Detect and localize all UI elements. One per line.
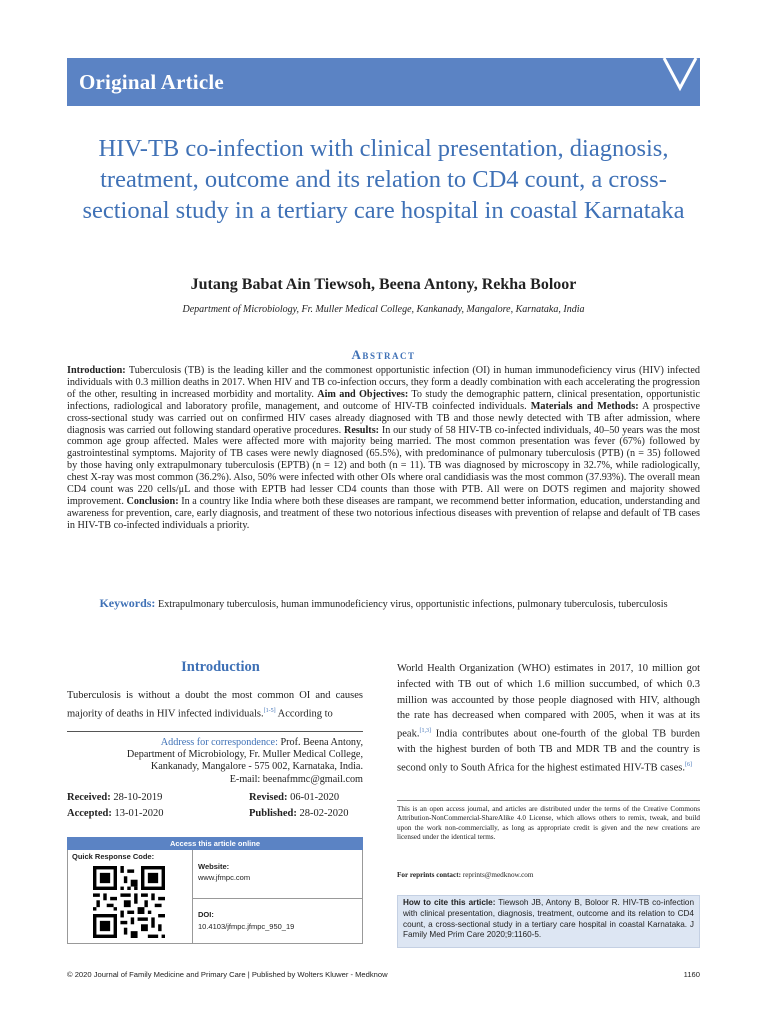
keywords-label: Keywords: [99,596,156,610]
doi-label: DOI: [198,910,214,919]
intro-left-tail: According to [275,708,333,719]
abstract-conclusion-label: Conclusion: [126,495,179,507]
abstract-conclusion-text: In a country like India where both these diseases are rampant, we recommend better information, education, understanding and awareness for prevention, care, early diagnosis, and treatment of these two notorious infectious diseases with prevention of relapse and default of TB cases in HIV-TB co-infected individuals a priority. [67,495,701,531]
abstract-methods-label: Materials and Methods: [530,400,639,412]
article-dates [67,790,363,821]
abstract-body [67,365,700,532]
correspondence-block [67,737,363,786]
introduction-right-paragraph [397,661,700,777]
article-type-banner [67,58,700,106]
received-label: Received: [67,792,111,803]
abstract-methods-text: A prospective cross-sectional study was carried out on confirmed HIV cases already diagnosed with TB and those newly detected with TB after admission, where diagnosis was carried out following standard operative procedures. [67,400,701,436]
keywords-text: Extrapulmonary tuberculosis, human immunodeficiency virus, opportunistic infections, pulmonary tuberculosis, tuberculosis [155,599,668,610]
citation-box [397,895,700,948]
intro-left-ref[interactable]: [1-5] [263,707,276,714]
accepted-date: 13-01-2020 [111,807,164,819]
access-online-box [67,850,363,944]
website-label: Website: [198,862,230,871]
qr-code-icon[interactable] [93,866,165,938]
access-online-heading: Access this article online [67,837,363,850]
revised-date: 06-01-2020 [287,792,340,803]
footer-copyright: © 2020 Journal of Family Medicine and Primary Care | Published by Wolters Kluwer - Medknow [67,970,388,979]
reprints-label: For reprints contact: [397,871,462,879]
abstract-intro-text: Tuberculosis (TB) is the leading killer and the commonest opportunistic infection (OI) in human immunodeficiency virus (HIV) infected individuals with 0.3 million deaths in 2017. When HIV and TB co-infection occurs, they form a deadly combination with each accelerating the progression of the other, resulting in increased morbidity and mortality. [67,365,700,400]
correspondence-name: Prof. Beena Antony, [277,737,363,748]
correspondence-label: Address for correspondence: [160,737,278,748]
banner-chevron-icon [660,58,700,106]
received-date: 28-10-2019 [110,792,163,803]
keywords [67,597,700,611]
license-text: This is an open access journal, and articles are distributed under the terms of the Creative Commons Attribution-NonCommercial-ShareAlike 4.0 License, which allows others to remix, tweak, and build upon the work non-commercially, as long as appropriate credit is given and the new creations are licensed under the identical terms. [397,805,700,842]
correspondence-line1: Department of Microbiology, Fr. Muller Medical College, [126,749,363,761]
citation-text: Tiewsoh JB, Antony B, Boloor R. HIV-TB co-infection with clinical presentation, diagnosis, treatment, outcome and its relation to CD4 count, a cross-sectional study in a tertiary care hospital in coastal Karnataka. J Family Med Prim Care 2020;9:1160-5. [403,898,694,940]
intro-left-text: Tuberculosis is without a doubt the most common OI and causes majority of deaths in HIV infected individuals. [67,690,363,719]
citation-label: How to cite this article: [403,898,496,907]
intro-right-ref1[interactable]: [1,3] [419,728,431,735]
author-list: Jutang Babat Ain Tiewsoh, Beena Antony, Rekha Boloor [190,276,577,293]
abstract-results-text: In our study of 58 HIV-TB co-infected individuals, 40–50 years was the most common age group affected. Males were affected more with majority being married. The most common presentation was fever (67%) followed by gastrointestinal symptoms. Majority of TB cases were newly diagnosed (65.5%), with predominance of pulmonary tuberculosis (PTB) (n = 35) followed by those having only extrapulmonary tuberculosis (EPTB) (n = 12) and both (n = 11). TB was diagnosed by microscopy in 32.7%, while radiologically, chest X-ray was most common (36.2%). Also, 50% were infected with other OIs where oral candidiasis was the most common (37.93%). The overall mean CD4 count was 220 cells/μL and those with EPTB had lesser CD4 counts than those with PTB. All were on DOTS regimen and majority showed improvement. [67,424,701,507]
article-type-label: Original Article [79,70,224,94]
introduction-left-paragraph [67,688,363,722]
abstract-heading: Abstract [351,347,416,362]
intro-right-p2: India contributes about one-fourth of the global TB burden with the highest burden of both TB and MDR TB and the country is second only to South Africa for the highest estimated HIV-TB cases. [397,728,700,774]
doi-link[interactable]: 10.4103/jfmpc.jfmpc_950_19 [198,922,295,931]
access-divider [192,850,193,944]
abstract-intro-label: Introduction: [67,365,126,376]
reprints-contact [397,871,700,879]
published-label: Published: [249,807,297,819]
intro-right-ref2[interactable]: [6] [685,762,693,769]
website-link[interactable]: www.jfmpc.com [198,873,251,882]
page-number: 1160 [683,970,700,979]
intro-right-p1: World Health Organization (WHO) estimates in 2017, 10 million got infected with TB out of which 1.6 million succumbed, of which 0.3 million was accounted by those people diagnosed with HIV, although the rate has decreased when compared with 2005, when it was at its peak. [397,663,700,740]
reprints-email[interactable]: reprints@medknow.com [461,871,534,879]
revised-label: Revised: [249,792,288,803]
correspondence-line2: Kankanady, Mangalore - 575 002, Karnataka, India. [150,761,363,773]
published-date: 28-02-2020 [296,807,349,819]
qr-label: Quick Response Code: [72,852,155,861]
license-divider [397,800,700,801]
accepted-label: Accepted: [67,807,112,819]
abstract-aim-text: To study the demographic pattern, clinical presentation, opportunistic infections, radiological and laboratory profile, management, and outcome of HIV-TB coinfected individuals. [67,388,700,412]
article-title: HIV-TB co-infection with clinical presentation, diagnosis, treatment, outcome and its relation to CD4 count, a cross-sectional study in a tertiary care hospital in coastal Karnataka [82,135,685,224]
abstract-results-label: Results: [343,424,380,436]
affiliation: Department of Microbiology, Fr. Muller Medical College, Kankanady, Mangalore, Karnataka, India [182,304,585,315]
access-hdivider [192,898,363,899]
correspondence-email[interactable]: E-mail: beenafmmc@gmail.com [229,773,363,785]
correspondence-divider [67,731,363,732]
abstract-aim-label: Aim and Objectives: [317,388,409,400]
introduction-heading: Introduction [181,659,260,675]
